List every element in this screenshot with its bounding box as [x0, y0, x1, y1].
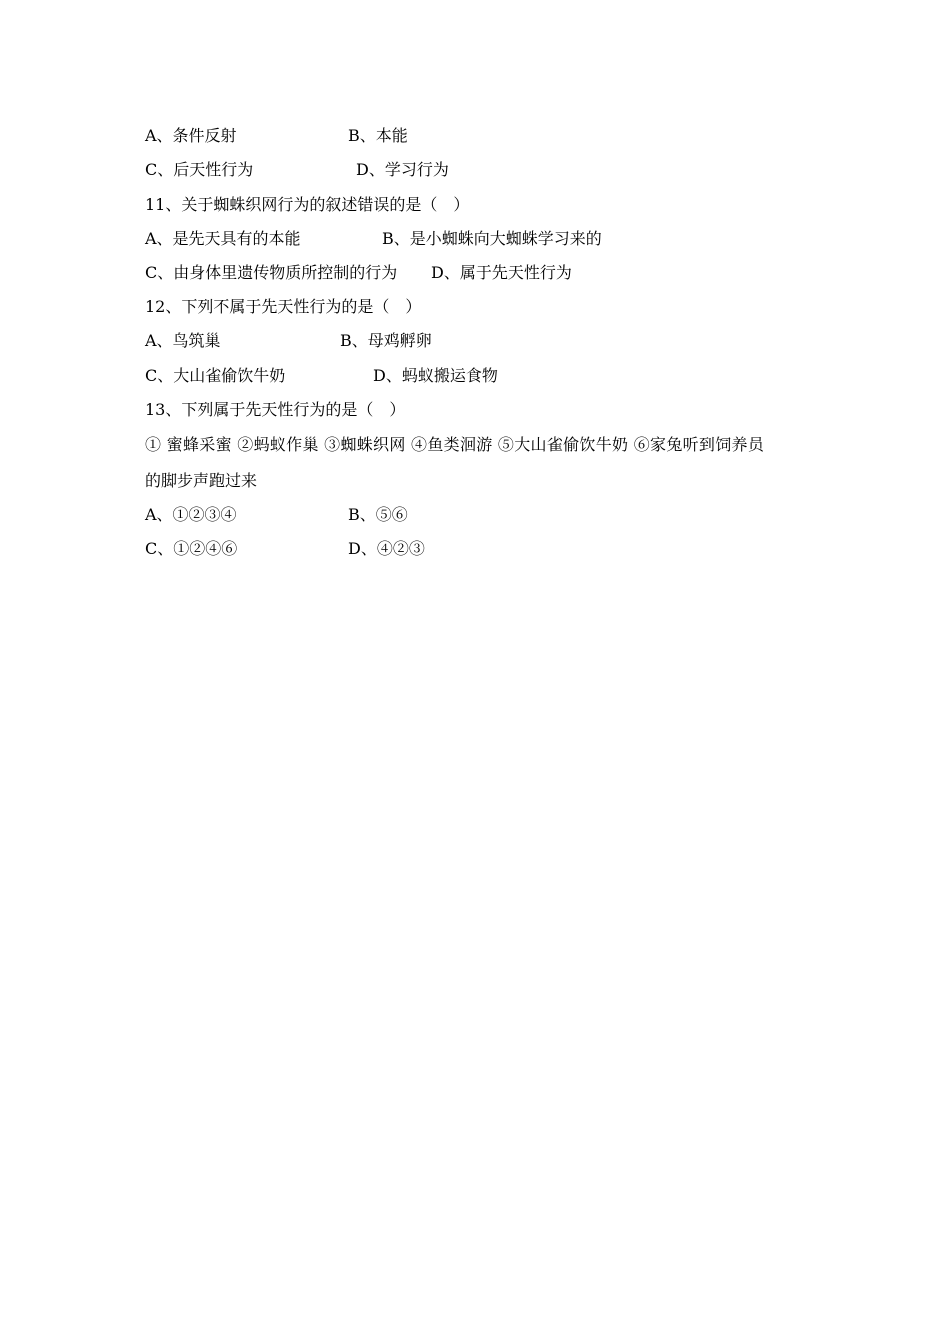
q13-stem: 13、下列属于先天性行为的是（ ） — [145, 400, 406, 419]
q12-option-d: D、蚂蚁搬运食物 — [373, 366, 498, 385]
q13-option-a: A、①②③④ — [145, 505, 237, 524]
q12-option-c: C、大山雀偷饮牛奶 — [145, 366, 286, 385]
q11-option-d: D、属于先天性行为 — [431, 263, 572, 282]
q11-option-a: A、是先天具有的本能 — [145, 229, 301, 248]
q10-option-a: A、条件反射 — [145, 126, 237, 145]
q13-items-line-2: 的脚步声跑过来 — [145, 471, 258, 490]
q11-option-b: B、是小蜘蛛向大蜘蛛学习来的 — [382, 229, 602, 248]
q12-option-b: B、母鸡孵卵 — [340, 331, 432, 350]
q10-option-c: C、后天性行为 — [145, 160, 254, 179]
q12-option-a: A、鸟筑巢 — [145, 331, 221, 350]
q11-stem: 11、关于蜘蛛织网行为的叙述错误的是（ ） — [145, 195, 470, 214]
q13-items-line-1: ① 蜜蜂采蜜 ②蚂蚁作巢 ③蜘蛛织网 ④鱼类洄游 ⑤大山雀偷饮牛奶 ⑥家兔听到饲养员 — [145, 435, 765, 454]
q11-option-c: C、由身体里遗传物质所控制的行为 — [145, 263, 398, 282]
q13-option-d: D、④②③ — [348, 539, 425, 558]
q10-option-b: B、本能 — [348, 126, 408, 145]
q13-option-c: C、①②④⑥ — [145, 539, 238, 558]
q12-stem: 12、下列不属于先天性行为的是（ ） — [145, 297, 422, 316]
q10-option-d: D、学习行为 — [356, 160, 449, 179]
q13-option-b: B、⑤⑥ — [348, 505, 408, 524]
